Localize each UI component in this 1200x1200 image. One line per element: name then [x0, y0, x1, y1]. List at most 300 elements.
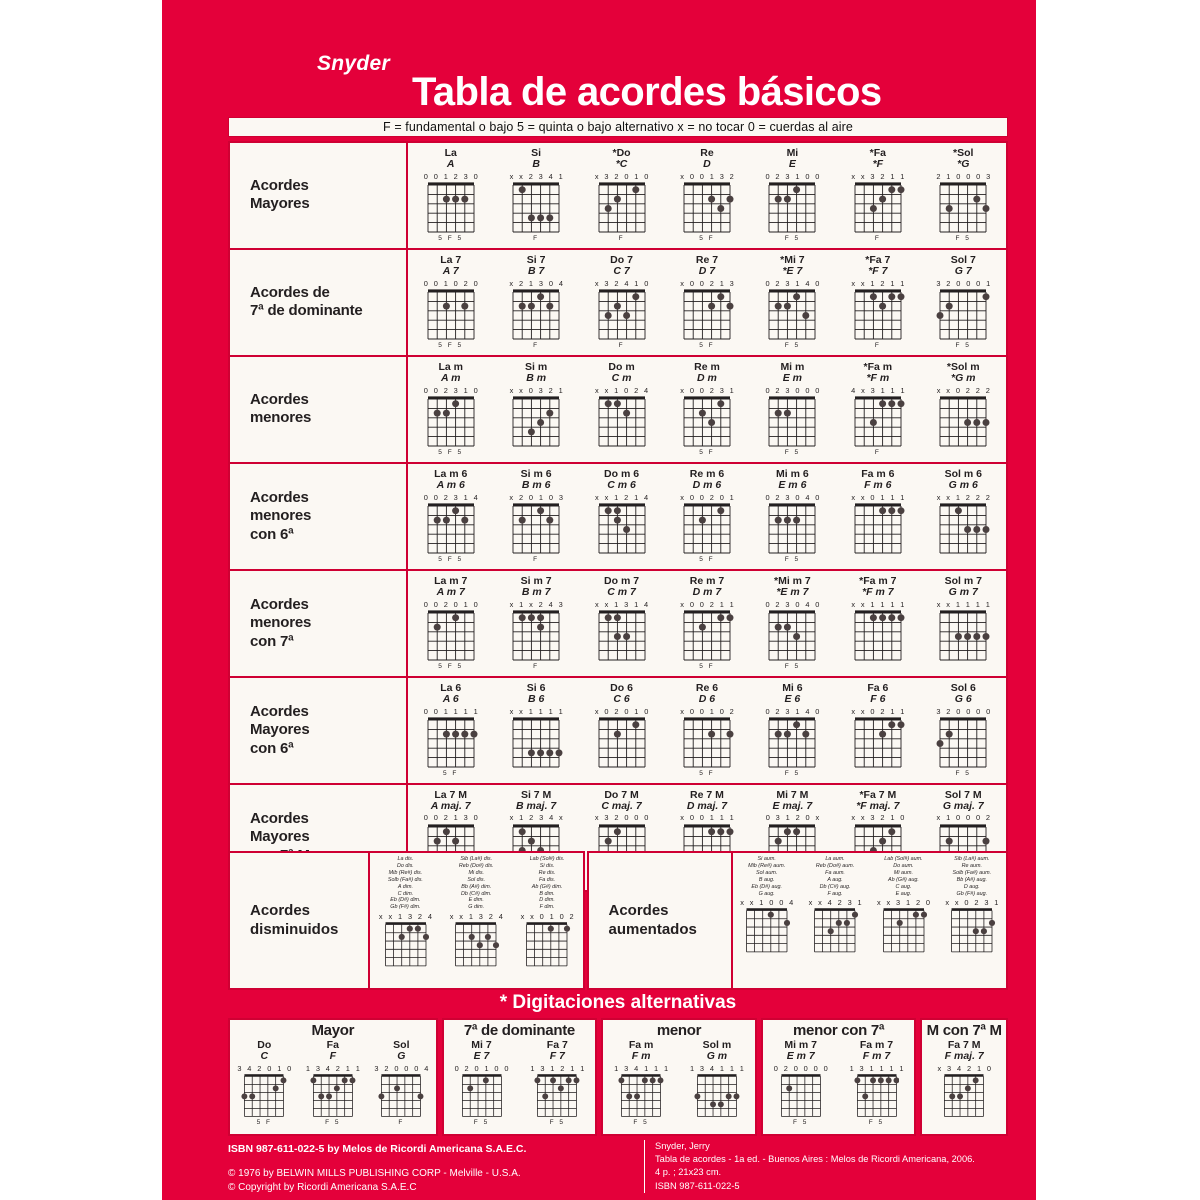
chord-name-en: A [446, 158, 455, 171]
chord-name-en: B m 7 [521, 586, 551, 599]
chord-name-en: *G m [950, 372, 976, 385]
fretboard-diagram [378, 1073, 424, 1119]
legend-text: F = fundamental o bajo 5 = quinta o bajo alternativo x = no tocar 0 = cuerdas al aire [383, 120, 853, 134]
chord-cell [367, 1040, 436, 1134]
category-label: Acordes menores [230, 357, 408, 462]
chord-name-es: *Fa 7 M [859, 788, 897, 801]
bass-markers: 5 F [699, 448, 715, 456]
fingering-numbers: 3 2 0 0 0 4 [374, 1063, 431, 1073]
alternate-group-title: menor con 7ª [793, 1022, 885, 1039]
bass-markers: F [874, 341, 881, 349]
bass-markers: 5 F [699, 234, 715, 242]
fingering-numbers: 4 x 3 1 1 1 [851, 385, 907, 395]
chord-name-en: D m [697, 372, 717, 385]
bass-markers: 5 F [699, 555, 715, 563]
chord-name-en: C m 6 [607, 479, 636, 492]
chord-cell [664, 357, 749, 462]
dim-chord-strip [370, 851, 585, 990]
chord-name-en: A m [440, 372, 461, 385]
chord-cell [835, 250, 920, 355]
chord-name-es: Sol m 6 [944, 467, 982, 480]
chord-name-en: *G [957, 158, 970, 171]
fretboard-diagram [595, 502, 649, 556]
dim-row-label: Acordes disminuidos [228, 851, 370, 990]
fretboard-diagram [680, 288, 734, 342]
chord-name-es: Sol m 7 [944, 574, 982, 587]
fretboard-diagram [680, 502, 734, 556]
fingering-numbers: x x 0 1 1 1 [851, 492, 907, 502]
chord-category-row [228, 248, 1008, 355]
enharmonic-equivalents: Lab (Sol#) dis. Si dis. Re dis. Fa dis. Ab (G#) dim. B dim. D dim. F dim. [529, 856, 565, 911]
chord-category-row [228, 676, 1008, 783]
fretboard-diagram [680, 716, 734, 770]
alternates-title: * Digitaciones alternativas [499, 992, 737, 1013]
chord-cell [579, 571, 664, 676]
fingering-numbers: x 3 2 4 1 0 [594, 278, 651, 288]
chord-category-row [228, 569, 1008, 676]
chord-name-en: *F maj. 7 [856, 800, 900, 813]
chord-name-es: Mi 7 M [776, 788, 809, 801]
chord-strip [408, 357, 1006, 462]
bass-markers: F 5 [955, 234, 971, 242]
chord-name-en: G m 7 [948, 586, 978, 599]
fretboard-diagram [424, 288, 478, 342]
chord-cell [493, 464, 578, 569]
bass-markers: F 5 [868, 1119, 885, 1127]
chord-name-es: Do 7 [610, 253, 633, 266]
chord-name-en: B 7 [527, 265, 545, 278]
fretboard-diagram [680, 609, 734, 663]
chord-name-es: La [444, 147, 457, 159]
chord-cell [835, 357, 920, 462]
bass-markers: F 5 [792, 1119, 809, 1127]
chord-name-es: Mi m 7 [784, 1039, 818, 1051]
chord-name-en: D [703, 158, 711, 171]
fretboard-diagram [424, 502, 478, 556]
chord-cell [664, 464, 749, 569]
fretboard-diagram [509, 181, 563, 235]
chord-name-en: F [329, 1050, 336, 1063]
chord-cell [679, 1040, 755, 1134]
chord-name-en: C m 7 [607, 586, 636, 599]
fretboard-diagram [936, 502, 990, 556]
chord-cell [921, 571, 1006, 676]
fingering-numbers: x 1 0 0 0 2 [936, 813, 992, 823]
fretboard-diagram [424, 716, 478, 770]
fretboard-diagram [765, 502, 819, 556]
chord-name-en: *E m 7 [776, 586, 809, 599]
chord-name-es: Sol m [702, 1039, 732, 1051]
chord-name-es: *Fa m 7 [859, 574, 897, 587]
chord-name-en: F 6 [870, 693, 886, 706]
fretboard-diagram [595, 288, 649, 342]
bass-markers: F 5 [955, 769, 971, 777]
bass-markers: F [618, 341, 625, 349]
chord-name-es: Mi m 6 [776, 467, 809, 480]
poster-background [162, 0, 1036, 1200]
fingering-numbers: x 0 0 1 0 2 [680, 706, 736, 716]
chord-cell [922, 1040, 1006, 1134]
fingering-numbers: 0 3 1 2 0 x [765, 813, 822, 823]
chord-cell [408, 571, 493, 676]
fingering-numbers: x 0 0 2 0 1 [680, 492, 736, 502]
bass-markers: 5 F [443, 769, 459, 777]
chord-name-es: Fa m 6 [861, 467, 895, 480]
bass-markers: 5 F [699, 662, 715, 670]
chord-name-es: Do 6 [610, 681, 633, 694]
fingering-numbers: 0 0 2 0 1 0 [423, 599, 480, 609]
chord-name-es: Re 7 [695, 253, 719, 266]
fingering-numbers: x x 4 2 3 1 [808, 897, 864, 907]
chord-name-en: *C [615, 158, 628, 171]
fretboard-diagram [509, 502, 563, 556]
category-label: Acordes Mayores con 6ª [230, 678, 408, 783]
chord-name-en: *F m [866, 372, 890, 385]
chord-cell [750, 678, 835, 783]
chord-name-en: D m 7 [692, 586, 722, 599]
fingering-numbers: x x 1 1 1 1 [509, 706, 565, 716]
fretboard-diagram [851, 502, 905, 556]
fretboard-diagram [382, 921, 430, 969]
fingering-numbers: 0 0 2 3 1 0 [423, 385, 480, 395]
fingering-numbers: x 0 0 2 1 1 [680, 599, 736, 609]
fingering-numbers: x x 3 2 1 1 [851, 171, 907, 181]
chord-strip [408, 464, 1006, 569]
fretboard-diagram [851, 288, 905, 342]
chord-cell [921, 357, 1006, 462]
chord-name-en: G maj. 7 [942, 800, 984, 813]
bass-markers: F 5 [784, 555, 801, 563]
chord-cell [299, 1040, 368, 1134]
enharmonic-equivalents: La dis. Do dis. Mib (Re#) dis. Solb (Fa#) dis. A dim. C dim. Eb (D#) dim. Gb (F#) dim. [387, 856, 423, 911]
fretboard-diagram [851, 395, 905, 449]
alternate-group-title: M con 7ª M [926, 1022, 1002, 1039]
page-title: Tabla de acordes básicos [412, 70, 882, 114]
bass-markers: 5 F 5 [438, 341, 464, 349]
fretboard-diagram [765, 716, 819, 770]
chord-name-en: B [532, 158, 540, 171]
fingering-numbers: x x 1 0 0 4 [740, 897, 796, 907]
fretboard-diagram [452, 921, 500, 969]
alternate-group [601, 1018, 757, 1136]
chord-name-es: Fa 7 [546, 1039, 568, 1051]
fretboard-diagram [509, 288, 563, 342]
alternate-group-title: menor [656, 1022, 702, 1039]
chord-cell [835, 678, 920, 783]
chord-name-en: *F [872, 158, 884, 171]
chord-cell [579, 357, 664, 462]
fingering-numbers: x 0 0 2 3 1 [680, 385, 736, 395]
fingering-numbers: x 3 2 0 1 0 [594, 171, 651, 181]
chord-cell [733, 853, 801, 988]
alternate-group-title: Mayor [311, 1022, 355, 1039]
alternates-row [228, 1018, 1008, 1136]
chord-name-en: E [788, 158, 796, 171]
fingering-numbers: x x 0 1 0 2 [520, 911, 576, 921]
chord-cell [664, 143, 749, 248]
fingering-numbers: 1 3 1 2 1 1 [530, 1063, 587, 1073]
bass-markers: 5 F 5 [438, 662, 464, 670]
fretboard-diagram [851, 716, 905, 770]
bass-markers: F 5 [955, 341, 971, 349]
chord-name-es: Fa [326, 1039, 339, 1051]
aug-chord-strip [733, 851, 1009, 990]
chord-name-es: *Do [612, 147, 631, 159]
chord-name-es: Mi m [780, 360, 805, 373]
fretboard-diagram [936, 288, 990, 342]
fretboard-diagram [743, 907, 791, 955]
chord-name-en: C 7 [613, 265, 630, 278]
bass-markers: 5 F 5 [438, 448, 464, 456]
fretboard-diagram [765, 288, 819, 342]
chord-name-es: Si m 6 [520, 467, 552, 480]
fretboard-diagram [595, 716, 649, 770]
fretboard-diagram [765, 395, 819, 449]
chord-category-row [228, 141, 1008, 248]
bass-markers: F [533, 555, 540, 563]
fretboard-diagram [595, 609, 649, 663]
chord-strip [408, 571, 1006, 676]
chord-cell [408, 143, 493, 248]
chord-name-en: D maj. 7 [686, 800, 728, 813]
chord-name-es: Sol 7 M [944, 788, 982, 801]
fretboard-diagram [424, 609, 478, 663]
fingering-numbers: 1 3 4 2 1 1 [305, 1063, 362, 1073]
chord-cell [664, 571, 749, 676]
fingering-numbers: 0 2 0 0 0 0 [773, 1063, 830, 1073]
chord-cell [444, 1040, 520, 1134]
chord-cell [370, 853, 441, 988]
chord-name-en: C 6 [613, 693, 630, 706]
chord-cell [493, 678, 578, 783]
chord-cell [408, 464, 493, 569]
alternate-group-title: 7ª de dominante [463, 1022, 575, 1039]
chord-strip [444, 1040, 596, 1134]
chord-name-es: Do m 6 [604, 467, 640, 480]
chord-name-es: Do [257, 1039, 272, 1051]
chord-cell [763, 1040, 839, 1134]
chord-cell [408, 678, 493, 783]
chord-name-en: C maj. 7 [601, 800, 642, 813]
fretboard-diagram [948, 907, 996, 955]
fingering-numbers: x 1 x 2 4 3 [509, 599, 565, 609]
chord-name-es: Do 7 M [604, 788, 639, 801]
chord-cell [408, 250, 493, 355]
fretboard-diagram [595, 181, 649, 235]
fretboard-diagram [509, 716, 563, 770]
fretboard-diagram [241, 1073, 287, 1119]
fretboard-diagram [459, 1073, 505, 1119]
chord-name-en: A m 7 [436, 586, 465, 599]
fingering-numbers: x x 1 1 1 1 [936, 599, 992, 609]
chord-name-en: E m [782, 372, 803, 385]
category-label: Acordes menores con 6ª [230, 464, 408, 569]
enharmonic-equivalents: Sib (La#) aum. Re aum. Solb (Fa#) aum. Bb (A#) aug. D aug. Gb (F#) aug. [952, 856, 992, 897]
chord-name-en: E 7 [473, 1050, 490, 1063]
fretboard-diagram [936, 716, 990, 770]
fingering-numbers: x 2 0 1 0 3 [509, 492, 565, 502]
fretboard-diagram [618, 1073, 664, 1119]
chord-name-es: Re 7 M [690, 788, 724, 801]
fingering-numbers: 3 4 2 0 1 0 [237, 1063, 294, 1073]
chord-name-es: Fa m [628, 1039, 654, 1051]
author-name: Snyder [317, 52, 390, 75]
bass-markers: F 5 [325, 1119, 341, 1127]
fretboard-diagram [694, 1073, 740, 1119]
bass-markers: F [874, 448, 881, 456]
chord-cell [921, 143, 1006, 248]
chord-name-en: A 6 [442, 693, 459, 706]
chord-name-en: *F 7 [868, 265, 888, 278]
fingering-numbers: 0 2 0 1 0 0 [454, 1063, 511, 1073]
category-label: Acordes de 7ª de dominante [230, 250, 408, 355]
chord-name-es: La m [438, 360, 463, 373]
bass-markers: F 5 [784, 769, 801, 777]
chord-cell [664, 678, 749, 783]
fingering-numbers: x x 1 3 2 4 [378, 911, 434, 921]
fingering-numbers: 0 2 3 1 4 0 [765, 706, 822, 716]
chord-name-en: G m [706, 1050, 728, 1063]
chord-cell [801, 853, 869, 988]
chord-strip [230, 1040, 436, 1134]
chord-name-es: Sol 7 [950, 253, 976, 266]
chord-cell [579, 143, 664, 248]
fingering-numbers: 3 2 0 0 0 1 [936, 278, 993, 288]
chord-cell [512, 853, 583, 988]
fretboard-diagram [424, 395, 478, 449]
chord-name-en: A maj. 7 [430, 800, 471, 813]
chord-name-es: Re m [694, 360, 720, 373]
chord-name-es: *Mi m 7 [774, 574, 811, 587]
bass-markers: 5 F [699, 341, 715, 349]
fingering-numbers: 0 0 1 0 2 0 [423, 278, 480, 288]
chord-cell [839, 1040, 915, 1134]
fingering-numbers: x 0 2 0 1 0 [594, 706, 651, 716]
fingering-numbers: 0 0 1 1 1 1 [423, 706, 480, 716]
alternate-group [761, 1018, 917, 1136]
chord-name-en: B m 6 [521, 479, 551, 492]
fretboard-diagram [778, 1073, 824, 1119]
chord-cell [835, 571, 920, 676]
chord-name-es: La m 7 [434, 574, 468, 587]
chord-name-es: Sol 6 [950, 681, 976, 694]
chord-name-es: Re m 7 [689, 574, 725, 587]
chord-name-en: G 6 [954, 693, 972, 706]
chord-cell [835, 464, 920, 569]
chord-cell [921, 250, 1006, 355]
chord-name-es: La 7 [440, 253, 462, 266]
chord-name-en: A 7 [442, 265, 459, 278]
chord-name-en: E 6 [784, 693, 801, 706]
chord-name-en: *E 7 [782, 265, 803, 278]
fingering-numbers: x x 3 2 1 0 [851, 813, 907, 823]
chord-cell [750, 357, 835, 462]
fingering-numbers: x x 1 2 2 2 [936, 492, 992, 502]
bass-markers: F 5 [784, 341, 801, 349]
chord-name-es: Si m 7 [520, 574, 552, 587]
chord-name-es: *Fa 7 [865, 253, 891, 266]
chord-cell [441, 853, 512, 988]
fingering-numbers: x x 2 3 4 1 [509, 171, 565, 181]
fretboard-diagram [534, 1073, 580, 1119]
fretboard-diagram [523, 921, 571, 969]
chord-cell [493, 571, 578, 676]
chord-cell [603, 1040, 679, 1134]
fingering-numbers: x 1 2 3 4 x [509, 813, 565, 823]
chord-name-es: *Fa m [863, 360, 893, 373]
chord-name-es: Do m 7 [604, 574, 640, 587]
chord-name-es: Re 6 [695, 681, 719, 694]
fingering-numbers: 3 2 0 0 0 0 [936, 706, 993, 716]
bass-markers: F [874, 234, 881, 242]
copyright-line-2: © Copyright by Ricordi Americana S.A.E.C [228, 1182, 417, 1193]
fingering-numbers: x x 0 2 3 1 [945, 897, 1001, 907]
fingering-numbers: x x 1 0 2 4 [595, 385, 651, 395]
chord-name-es: *Fa [869, 147, 886, 159]
chord-cell [835, 143, 920, 248]
chord-name-es: *Sol m [946, 360, 980, 373]
fretboard-diagram [680, 395, 734, 449]
category-label: Acordes Mayores [230, 143, 408, 248]
fingering-numbers: 0 2 3 0 4 0 [765, 599, 822, 609]
chord-cell [519, 1040, 595, 1134]
catalog-block: Snyder, Jerry Tabla de acordes - 1a ed. - Buenos Aires : Melos de Ricordi Americana, 2006. 4 p. ; 21x23 cm. ISBN 987-611-022-5 [644, 1140, 1024, 1193]
chord-name-en: B maj. 7 [515, 800, 557, 813]
fingering-numbers: x x 0 2 2 2 [936, 385, 992, 395]
fingering-numbers: 0 2 3 1 4 0 [765, 278, 822, 288]
chord-strip [408, 250, 1006, 355]
fretboard-diagram [765, 181, 819, 235]
fretboard-diagram [936, 395, 990, 449]
chord-name-en: D m 6 [692, 479, 722, 492]
enharmonic-equivalents: La aum. Reb (Do#) aum. Fa aum. A aug. Db (C#) aug. F aug. [815, 856, 855, 897]
chord-name-en: F m 7 [862, 1050, 891, 1063]
chord-name-es: Si 6 [526, 681, 546, 694]
fretboard-diagram [811, 907, 859, 955]
bass-markers: F 5 [784, 662, 801, 670]
chord-name-en: F maj. 7 [944, 1050, 984, 1063]
chord-name-es: Si [531, 147, 542, 159]
fretboard-diagram [595, 395, 649, 449]
isbn-line: ISBN 987-611-022-5 by Melos de Ricordi Americana S.A.E.C. [228, 1143, 527, 1155]
chord-name-es: Si m [525, 360, 548, 373]
fretboard-diagram [936, 609, 990, 663]
chord-cell [493, 250, 578, 355]
chord-name-es: La 7 M [434, 788, 468, 801]
chord-name-en: C [260, 1050, 269, 1063]
enharmonic-equivalents: Lab (Sol#) aum. Do aum. Mi aum. Ab (G#) aug. C aug. E aug. [884, 856, 923, 897]
fingering-numbers: 0 2 3 0 4 0 [765, 492, 822, 502]
fingering-numbers: x 2 1 3 0 4 [509, 278, 565, 288]
fretboard-diagram [680, 181, 734, 235]
fingering-numbers: x x 1 3 1 4 [595, 599, 651, 609]
chord-cell [921, 678, 1006, 783]
enharmonic-equivalents: Sib (La#) dis. Reb (Do#) dis. Mi dis. Sol dis. Bb (A#) dim. Db (C#) dim. E dim. G dim. [458, 856, 494, 911]
chord-cell [230, 1040, 299, 1134]
fretboard-diagram [424, 181, 478, 235]
fretboard-diagram [310, 1073, 356, 1119]
chord-name-es: Do m [608, 360, 635, 373]
fingering-numbers: 1 3 1 1 1 1 [849, 1063, 906, 1073]
bass-markers: F [618, 234, 625, 242]
chord-cell [493, 143, 578, 248]
alternate-group [228, 1018, 438, 1136]
copyright-line-1: © 1976 by BELWIN MILLS PUBLISHING CORP - Melville - U.S.A. [228, 1168, 521, 1179]
fingering-numbers: x x 1 2 1 4 [595, 492, 651, 502]
bass-markers: F [398, 1119, 405, 1127]
fingering-numbers: 0 2 3 1 0 0 [765, 171, 822, 181]
fretboard-diagram [941, 1073, 987, 1119]
